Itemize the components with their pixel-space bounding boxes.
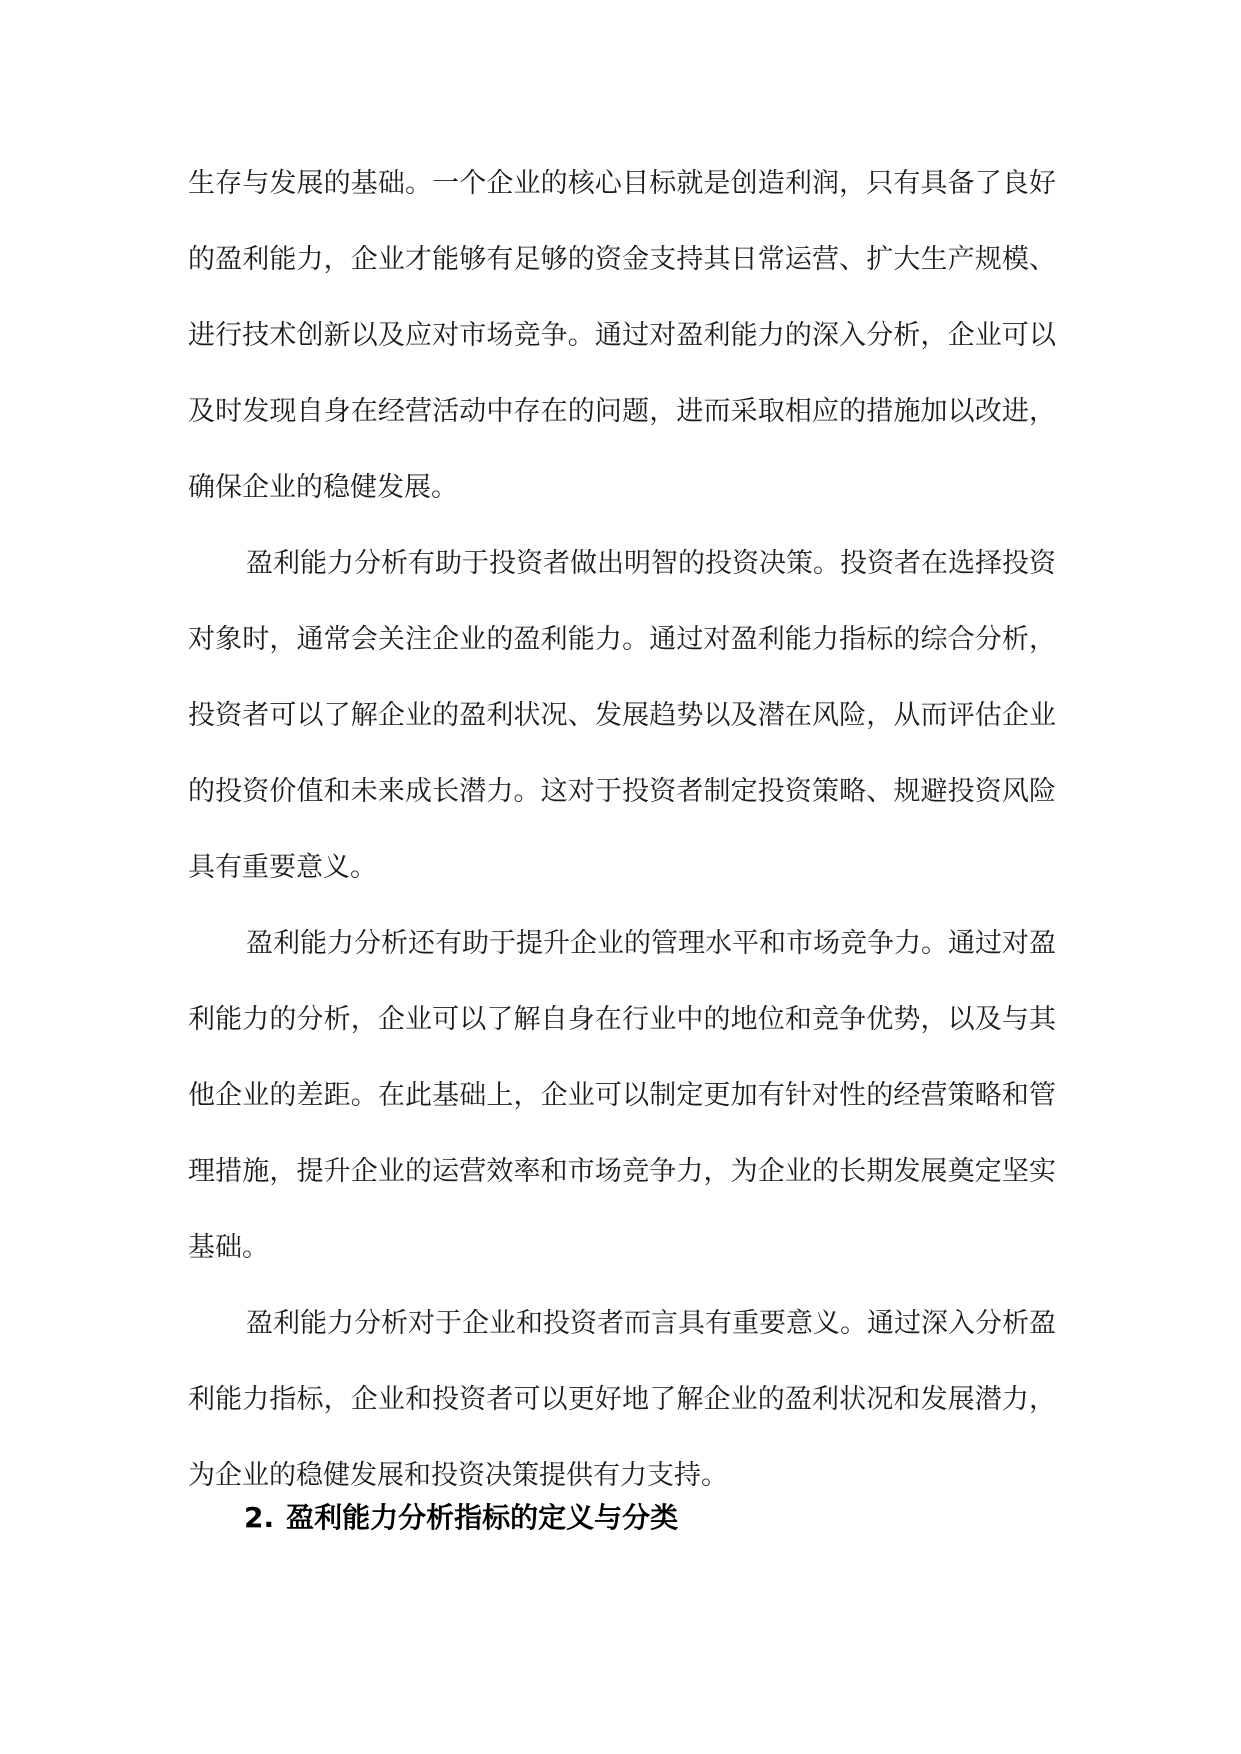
paragraph-investor-decisions: 盈利能力分析有助于投资者做出明智的投资决策。投资者在选择投资对象时，通常会关注企业的盈利能力。通过对盈利能力指标的综合分析，投资者可以了解企业的盈利状况、发展趋势以及潜在风险，从而评估企业的投资价值和未来成长潜力。这对于投资者制定投资策略、规避投资风险具有重要意义。	[188, 548, 1056, 883]
paragraph-continuation: 生存与发展的基础。一个企业的核心目标就是创造利润，只有具备了良好的盈利能力，企业才能够有足够的资金支持其日常运营、扩大生产规模、进行技术创新以及应对市场竞争。通过对盈利能力的深入分析，企业可以及时发现自身在经营活动中存在的问题，进而采取相应的措施加以改进，确保企业的稳健发展。	[188, 168, 1056, 503]
document-body	[188, 146, 1056, 1514]
paragraph-management-competitiveness: 盈利能力分析还有助于提升企业的管理水平和市场竞争力。通过对盈利能力的分析，企业可以了解自身在行业中的地位和竞争优势，以及与其他企业的差距。在此基础上，企业可以制定更加有针对性的经营策略和管理措施，提升企业的运营效率和市场竞争力，为企业的长期发展奠定坚实基础。	[188, 928, 1056, 1263]
paragraph-summary: 盈利能力分析对于企业和投资者而言具有重要意义。通过深入分析盈利能力指标，企业和投资者可以更好地了解企业的盈利状况和发展潜力，为企业的稳健发展和投资决策提供有力支持。	[188, 1308, 1056, 1491]
section-title: 盈利能力分析指标的定义与分类	[286, 1501, 679, 1534]
section-heading	[244, 1498, 678, 1538]
section-number: 2.	[244, 1501, 275, 1534]
